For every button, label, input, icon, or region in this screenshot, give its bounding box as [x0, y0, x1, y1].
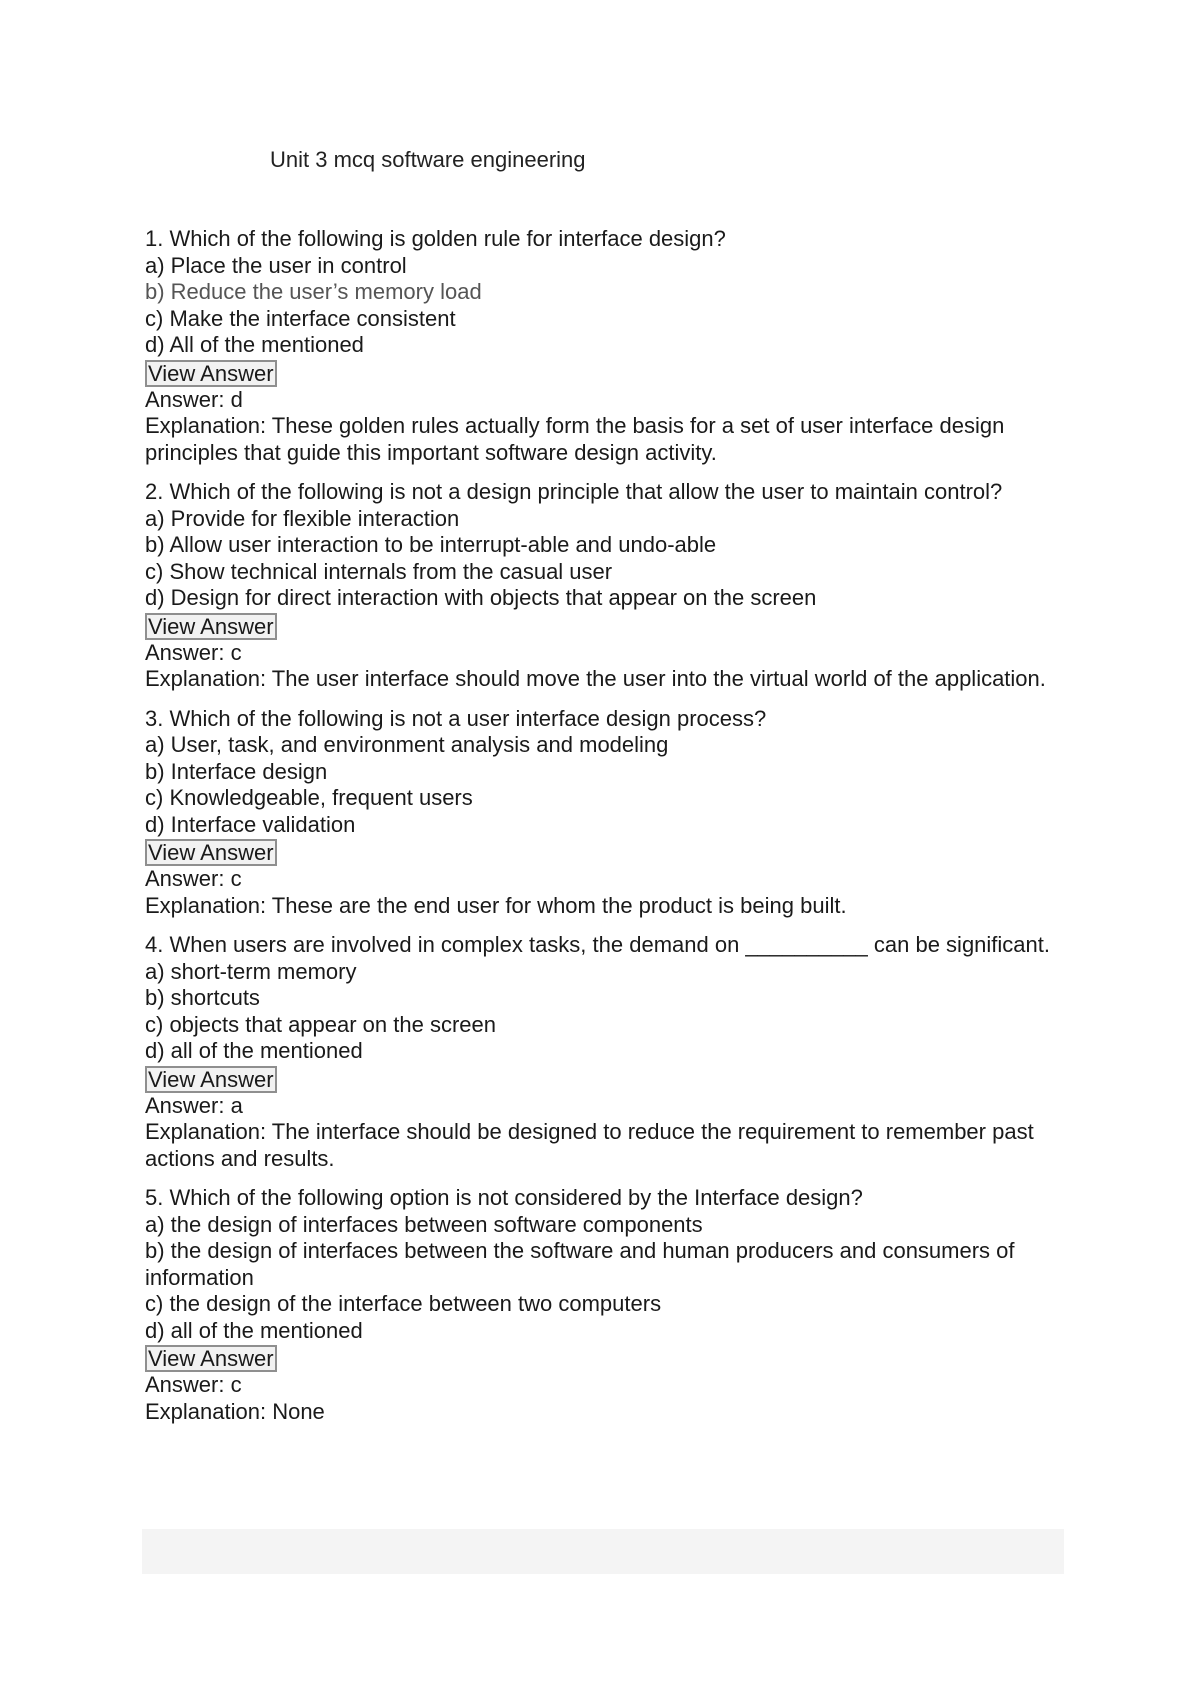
answer-text: Answer: d [145, 386, 243, 412]
option-b: b) Reduce the user’s memory load [145, 279, 482, 304]
option-a: a) Provide for flexible interaction [145, 505, 460, 531]
question-4 [145, 932, 1065, 1172]
option-c: c) objects that appear on the screen [145, 1011, 496, 1037]
explanation-text: Explanation: The user interface should move the user into the virtual world of the application. [145, 666, 1046, 691]
option-c: c) the design of the interface between two computers [145, 1291, 662, 1316]
option-b: b) shortcuts [145, 985, 260, 1010]
view-answer-button[interactable]: View Answer [145, 360, 277, 387]
option-c: c) Knowledgeable, frequent users [145, 785, 473, 810]
question-2 [145, 479, 1065, 693]
explanation-text: Explanation: These are the end user for whom the product is being built. [145, 892, 847, 918]
option-a: a) User, task, and environment analysis and modeling [145, 732, 669, 757]
option-d: d) all of the mentioned [145, 1317, 363, 1343]
answer-text: Answer: c [145, 1372, 242, 1397]
question-list [145, 226, 1065, 1438]
question-text: 4. When users are involved in complex tasks, the demand on __________ can be significant. [145, 932, 1050, 957]
option-b: b) Allow user interaction to be interrupt-able and undo-able [145, 532, 717, 557]
option-b: b) Interface design [145, 758, 328, 784]
question-1 [145, 226, 1065, 466]
question-text: 2. Which of the following is not a design principle that allow the user to maintain control? [145, 479, 1003, 504]
option-b: b) the design of interfaces between the software and human producers and consumers of information [145, 1238, 1015, 1290]
explanation-text: Explanation: These golden rules actually form the basis for a set of user interface design principles that guide this important software design activity. [145, 413, 1005, 465]
question-3 [145, 706, 1065, 920]
view-answer-button[interactable]: View Answer [145, 1066, 277, 1093]
option-d: d) all of the mentioned [145, 1038, 363, 1063]
view-answer-button[interactable]: View Answer [145, 613, 277, 640]
option-a: a) the design of interfaces between software components [145, 1211, 703, 1237]
explanation-text: Explanation: The interface should be designed to reduce the requirement to remember past actions and results. [145, 1119, 1034, 1171]
option-a: a) short-term memory [145, 958, 357, 984]
question-text: 1. Which of the following is golden rule for interface design? [145, 226, 726, 251]
question-text: 5. Which of the following option is not considered by the Interface design? [145, 1185, 863, 1210]
option-d: d) Interface validation [145, 811, 356, 837]
option-d: d) All of the mentioned [145, 332, 364, 357]
page-title: Unit 3 mcq software engineering [270, 147, 586, 172]
option-c: c) Show technical internals from the casual user [145, 558, 613, 584]
footer-bar [142, 1529, 1064, 1574]
question-5 [145, 1185, 1065, 1425]
answer-text: Answer: a [145, 1092, 243, 1118]
option-c: c) Make the interface consistent [145, 305, 456, 331]
view-answer-button[interactable]: View Answer [145, 839, 277, 866]
question-text: 3. Which of the following is not a user interface design process? [145, 705, 767, 731]
option-d: d) Design for direct interaction with objects that appear on the screen [145, 585, 817, 610]
answer-text: Answer: c [145, 639, 242, 665]
answer-text: Answer: c [145, 866, 242, 891]
view-answer-button[interactable]: View Answer [145, 1345, 277, 1372]
option-a: a) Place the user in control [145, 252, 407, 278]
explanation-text: Explanation: None [145, 1398, 325, 1424]
